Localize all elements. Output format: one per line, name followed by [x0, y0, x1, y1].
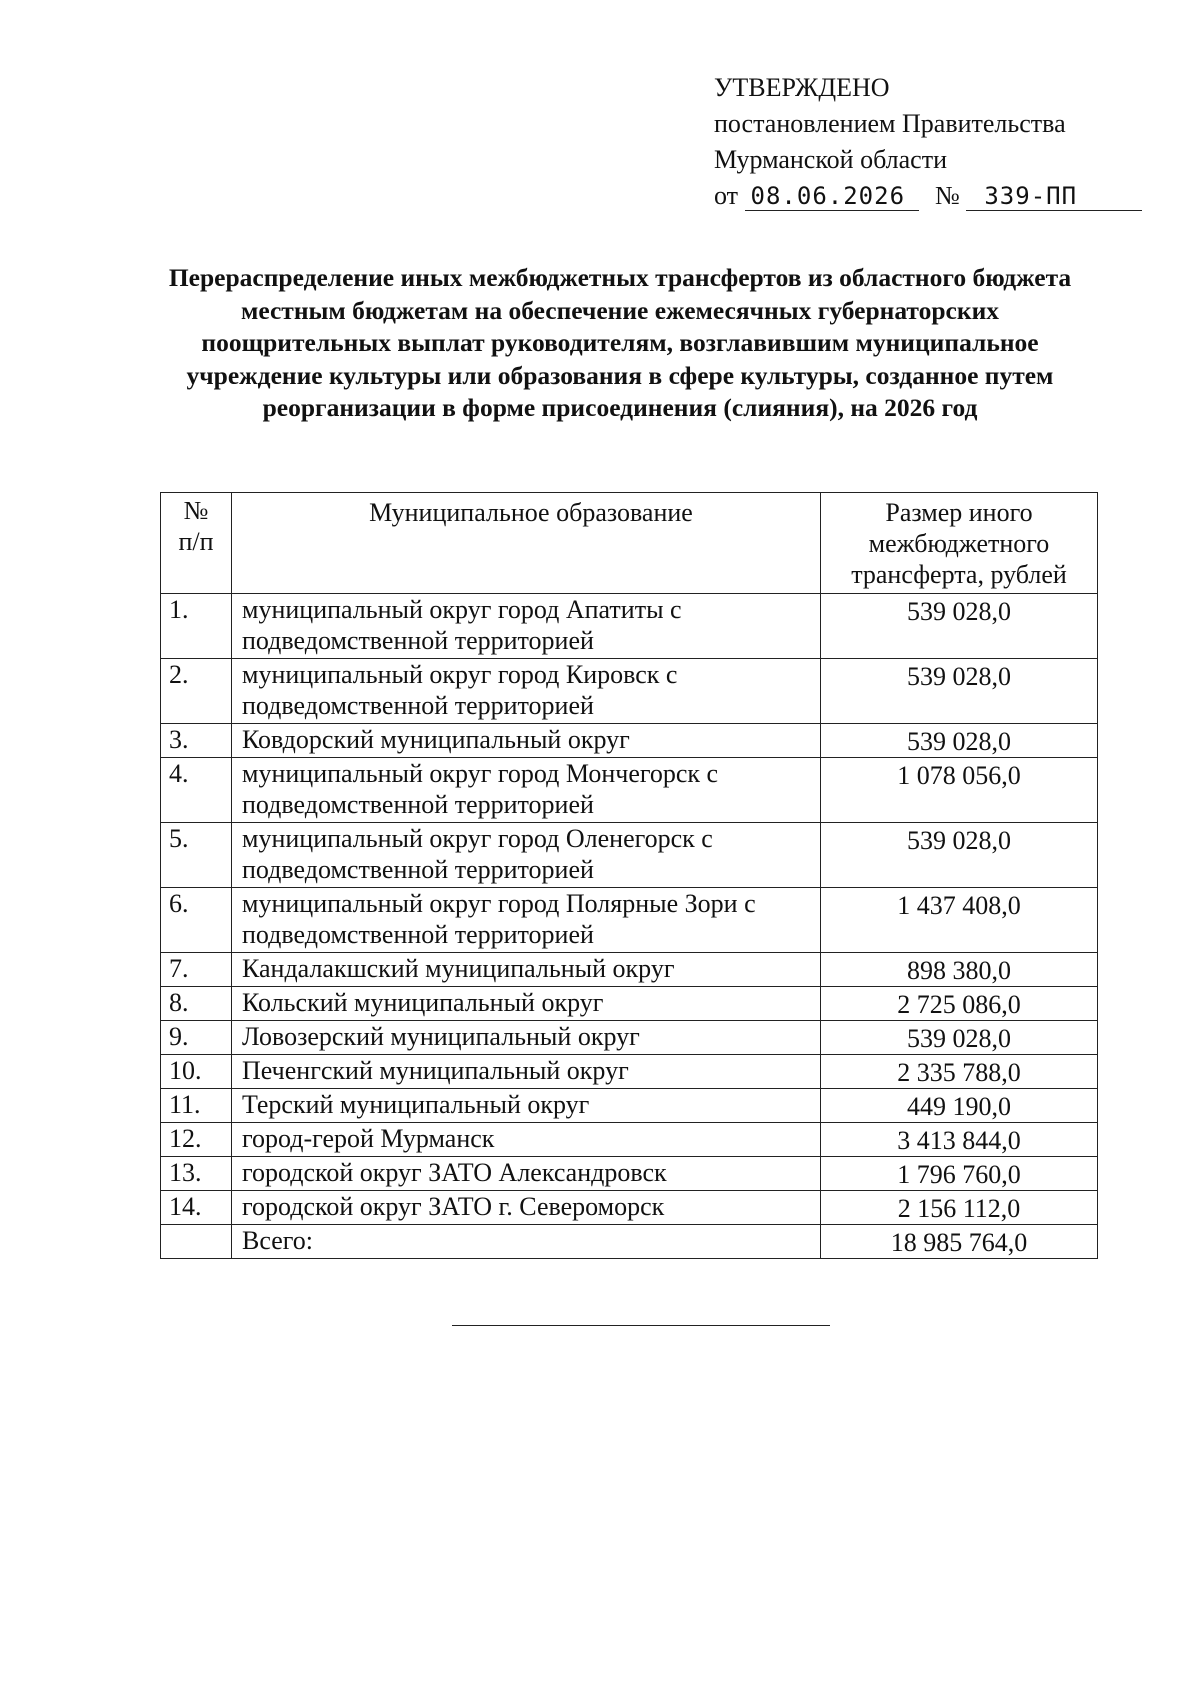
row-number: 11. — [161, 1089, 232, 1123]
table-row — [161, 1055, 1098, 1089]
header-municipality: Муниципальное образование — [232, 493, 821, 594]
row-municipality: Ловозерский муниципальный округ — [232, 1021, 821, 1055]
row-amount — [821, 987, 1098, 1021]
row-number: 8. — [161, 987, 232, 1021]
row-number: 3. — [161, 724, 232, 758]
table-row — [161, 953, 1098, 987]
table-header-row — [161, 493, 1098, 594]
row-municipality: муниципальный округ город Мончегорск с подведомственной территорией — [232, 758, 821, 823]
row-amount-value: 539 028,0 — [907, 727, 1011, 756]
table-row — [161, 659, 1098, 724]
row-number: 9. — [161, 1021, 232, 1055]
row-amount-value: 449 190,0 — [907, 1092, 1011, 1121]
approval-line-2: Мурманской области — [714, 145, 947, 174]
approval-date-row — [714, 178, 1142, 214]
header-number — [161, 493, 232, 594]
total-row — [161, 1225, 1098, 1259]
row-amount-value: 539 028,0 — [907, 826, 1011, 855]
row-amount — [821, 1055, 1098, 1089]
row-amount — [821, 724, 1098, 758]
transfers-table — [160, 492, 1098, 1259]
row-municipality: муниципальный округ город Апатиты с подведомственной территорией — [232, 594, 821, 659]
approval-line-1: постановлением Правительства — [714, 109, 1066, 138]
row-amount-value: 2 725 086,0 — [897, 990, 1021, 1019]
table-row — [161, 724, 1098, 758]
row-amount — [821, 888, 1098, 953]
row-amount — [821, 594, 1098, 659]
document-title: Перераспределение иных межбюджетных трансфертов из областного бюджета местным бюджетам на обеспечение ежемесячных губернаторских поощрительных выплат руководителям, возглавившим муниципальное учреждение культуры или образования в сфере культуры, созданное путем реорганизации в форме присоединения (слияния), на 2026 год — [168, 263, 1072, 422]
row-municipality: муниципальный округ город Полярные Зори с подведомственной территорией — [232, 888, 821, 953]
row-amount — [821, 1123, 1098, 1157]
approval-heading: УТВЕРЖДЕНО — [714, 73, 890, 102]
row-amount-value: 539 028,0 — [907, 662, 1011, 691]
end-divider — [452, 1325, 830, 1326]
row-number: 1. — [161, 594, 232, 659]
row-number: 2. — [161, 659, 232, 724]
row-municipality: городской округ ЗАТО г. Североморск — [232, 1191, 821, 1225]
row-municipality: Печенгский муниципальный округ — [232, 1055, 821, 1089]
row-amount-value: 1 437 408,0 — [897, 891, 1021, 920]
row-number: 6. — [161, 888, 232, 953]
date-prefix: от — [714, 181, 739, 210]
row-amount — [821, 659, 1098, 724]
table-row — [161, 1123, 1098, 1157]
header-number-line-1: № — [183, 496, 209, 525]
number-sign: № — [935, 181, 960, 210]
table-row — [161, 1157, 1098, 1191]
table-row — [161, 594, 1098, 659]
table-row — [161, 987, 1098, 1021]
row-number: 4. — [161, 758, 232, 823]
total-amount-value: 18 985 764,0 — [890, 1228, 1028, 1257]
header-amount: Размер иного межбюджетного трансферта, рублей — [821, 493, 1098, 594]
transfers-table-body — [161, 493, 1098, 1259]
decree-number: 339-ПП — [966, 182, 1142, 211]
table-row — [161, 1191, 1098, 1225]
approval-block — [714, 70, 1142, 214]
row-amount — [821, 1191, 1098, 1225]
row-amount-value: 1 078 056,0 — [897, 761, 1021, 790]
decree-date: 08.06.2026 — [745, 182, 919, 211]
row-municipality: Кандалакшский муниципальный округ — [232, 953, 821, 987]
table-row — [161, 823, 1098, 888]
row-amount-value: 2 335 788,0 — [897, 1058, 1021, 1087]
row-amount — [821, 758, 1098, 823]
row-number: 12. — [161, 1123, 232, 1157]
row-number: 7. — [161, 953, 232, 987]
row-number: 10. — [161, 1055, 232, 1089]
row-number: 5. — [161, 823, 232, 888]
row-amount — [821, 1157, 1098, 1191]
header-number-line-2: п/п — [178, 527, 214, 556]
row-amount-value: 539 028,0 — [907, 597, 1011, 626]
row-municipality: Терский муниципальный округ — [232, 1089, 821, 1123]
row-number: 14. — [161, 1191, 232, 1225]
row-municipality: муниципальный округ город Оленегорск с подведомственной территорией — [232, 823, 821, 888]
table-row — [161, 888, 1098, 953]
row-amount-value: 1 796 760,0 — [897, 1160, 1021, 1189]
row-amount-value: 539 028,0 — [907, 1024, 1011, 1053]
row-number: 13. — [161, 1157, 232, 1191]
row-municipality: Ковдорский муниципальный округ — [232, 724, 821, 758]
row-amount — [821, 953, 1098, 987]
row-amount — [821, 1021, 1098, 1055]
table-row — [161, 1021, 1098, 1055]
total-label: Всего: — [232, 1225, 821, 1259]
row-amount — [821, 1089, 1098, 1123]
row-amount — [821, 823, 1098, 888]
total-amount — [821, 1225, 1098, 1259]
row-amount-value: 3 413 844,0 — [897, 1126, 1021, 1155]
row-amount-value: 898 380,0 — [907, 956, 1011, 985]
row-municipality: муниципальный округ город Кировск с подведомственной территорией — [232, 659, 821, 724]
row-municipality: город-герой Мурманск — [232, 1123, 821, 1157]
table-row — [161, 758, 1098, 823]
table-row — [161, 1089, 1098, 1123]
row-municipality: городской округ ЗАТО Александровск — [232, 1157, 821, 1191]
row-municipality: Кольский муниципальный округ — [232, 987, 821, 1021]
row-amount-value: 2 156 112,0 — [897, 1194, 1021, 1223]
total-number-empty — [161, 1225, 232, 1259]
